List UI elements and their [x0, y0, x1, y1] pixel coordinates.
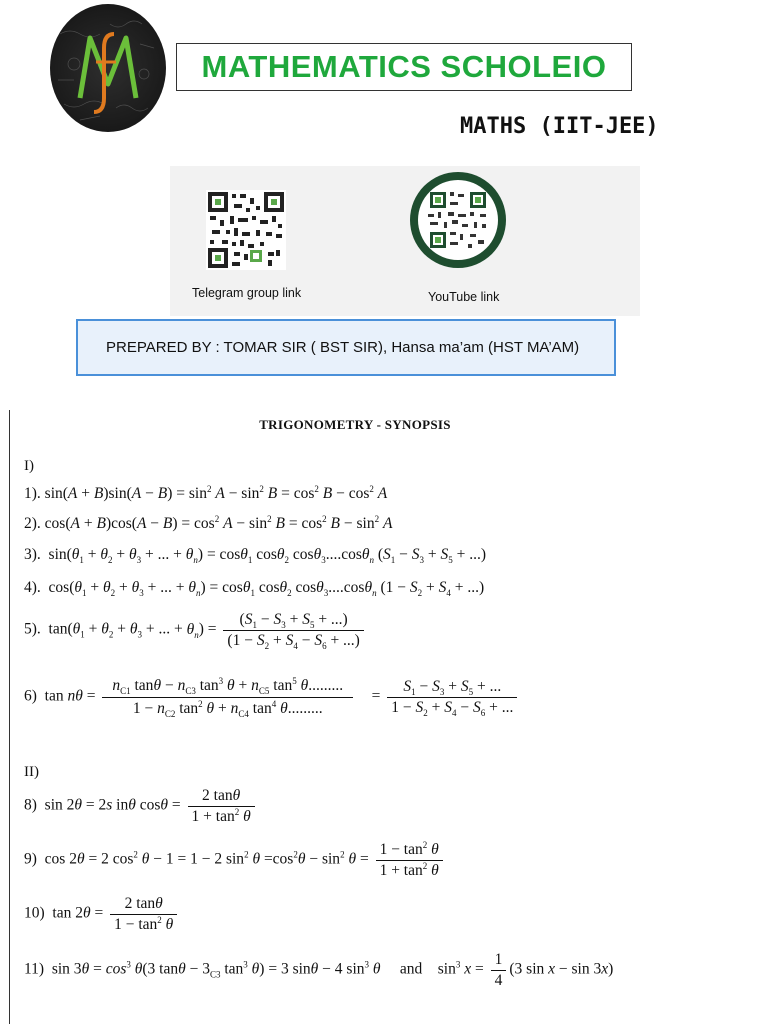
- brand-title: MATHEMATICS SCHOLEIO: [201, 49, 607, 84]
- formula-9: 9) cos 2θ = 2 $\cos^2 \theta - 1 = 1 - 2$ $\sin^2 \theta =\cos^2\theta - \sin^2 \theta$ = $\frac{1 - \tan^2 \theta}{1 + \tan^2 \theta}$: [24, 842, 446, 878]
- telegram-link-label: Telegram group link: [192, 286, 302, 300]
- prepared-by-text: PREPARED BY : TOMAR SIR ( BST SIR), Hansa ma’am (HST MA’AM): [106, 339, 580, 356]
- youtube-link-label: YouTube link: [428, 290, 500, 304]
- section-heading-1: I): [24, 458, 34, 474]
- youtube-qr-code-icon[interactable]: [410, 172, 506, 268]
- youtube-qr-pattern: [422, 184, 494, 256]
- logo-monogram-icon: [50, 4, 166, 132]
- telegram-qr-code-icon[interactable]: [206, 190, 286, 270]
- formula-4: 4). $\cos(\theta_1 + \theta_2 + \theta_3$ + ... + $\theta_n) = \cos\theta_1$ cosθ$_2$ cosθ$_3$....cosθ$_n$ ($1 - S_2 + S_4$ + ...): [24, 579, 485, 599]
- formula-2: 2). $\cos(A + B)\cos(A - B) = \cos^2 A - \sin^2 B = \cos^2 B - \sin^2 A$: [24, 513, 393, 532]
- formula-3: 3). $\sin(\theta_1 + \theta_2 + \theta_3$ + ... + $\theta_n) = \cos\theta_1$ cosθ$_2$ cosθ$_3$....cosθ$_n$ ($S_1 - S_3 + S_5$ + ...): [24, 546, 487, 566]
- formula-10: 10) tan 2θ = $\frac{2 \tan\theta}{1 - \tan^2 \theta}$: [24, 896, 180, 932]
- formula-6: 6) tan nθ = $\frac{n_{C1} \tan\theta - n_{C3} \tan^3 \theta + n_{C5} \tan^5 \theta.........}{1 - n_{C2} \tan^2 \theta + n_{C4} \tan^4 \theta.........}$ = $\frac{S_1 - S_3 + S_5 + ...}{1 - S_2 + S_4 - S_6 + ...}$: [24, 678, 520, 716]
- left-margin-rule: [9, 410, 10, 1024]
- brand-logo: [50, 4, 166, 132]
- formula-5: 5). $\tan(\theta_1 + \theta_2 + \theta_3$ + ... + $\theta_n$) = $\frac{(S_1 - S_3 + S_5 + ...)}{(1 - S_2 + S_4 - S_6 + ...)}$: [24, 612, 367, 648]
- brand-title-box: [176, 43, 632, 91]
- section-heading-2: II): [24, 764, 39, 780]
- subject-heading: MATHS (IIT-JEE): [460, 114, 659, 139]
- prepared-by-box: [76, 319, 616, 376]
- formula-8: 8) sin 2θ = 2s inθ cosθ = $\frac{2 \tan\theta}{1 + \tan^2 \theta}$: [24, 788, 258, 824]
- formula-11: 11) $\sin 3\theta = \cos^3 \theta(3$ $\tan\theta - 3_{C3}$ $\tan^3 \theta) = 3$ sinθ − 4 $\sin^3 \theta$ and $\sin^3 x$ = $\frac{1}{4}$ (3 sin x − sin 3x): [24, 951, 614, 989]
- formula-1: 1). $\sin(A + B)\sin(A - B) = \sin^2 A - \sin^2 B = \cos^2 B - \cos^2 A$: [24, 483, 388, 502]
- synopsis-title: TRIGONOMETRY - SYNOPSIS: [259, 417, 451, 432]
